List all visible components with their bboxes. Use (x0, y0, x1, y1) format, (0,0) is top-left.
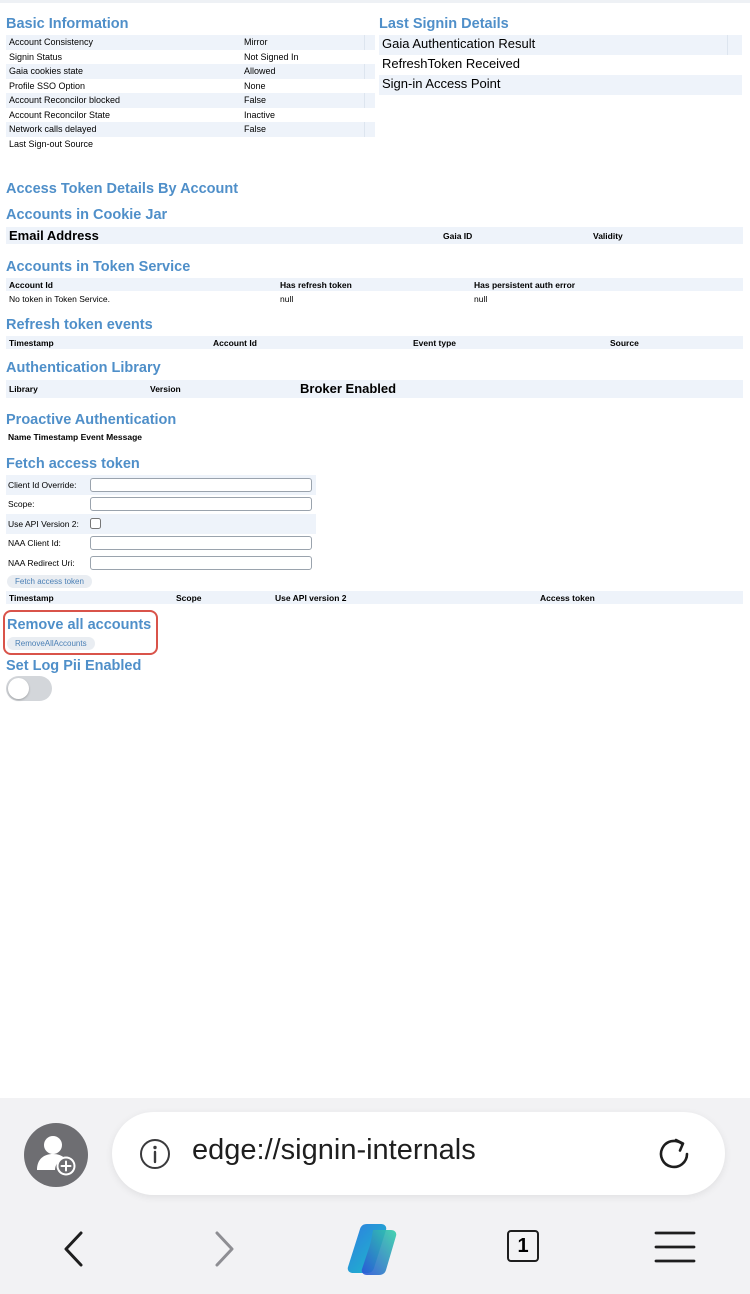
scope-input[interactable] (90, 497, 312, 511)
log-pii-title: Set Log Pii Enabled (6, 658, 142, 674)
form-row (6, 534, 316, 554)
access-token-details-title: Access Token Details By Account (6, 181, 239, 197)
header-timestamp: Timestamp (9, 593, 54, 603)
refresh-events-title: Refresh token events (6, 317, 153, 333)
client-id-label: Client Id Override: (8, 479, 77, 490)
header-validity: Validity (593, 231, 623, 241)
row-label: Signin Status (9, 51, 63, 62)
token-service-header (6, 278, 743, 291)
table-row (379, 55, 742, 75)
cookie-jar-title: Accounts in Cookie Jar (6, 207, 168, 223)
form-row (6, 475, 316, 495)
header-access-token: Access token (540, 593, 595, 603)
copilot-icon[interactable] (343, 1218, 407, 1280)
row-value: Allowed (244, 66, 276, 76)
row-value: Mirror (244, 37, 268, 47)
row-label: RefreshToken Received (382, 56, 521, 71)
basic-info-title: Basic Information (6, 16, 129, 32)
table-row (6, 64, 375, 79)
row-label: Network calls delayed (9, 124, 97, 134)
table-row (379, 75, 742, 95)
header-account-id: Account Id (9, 280, 53, 290)
fetch-token-title: Fetch access token (6, 456, 140, 472)
tab-count: 1 (517, 1235, 529, 1257)
form-row (6, 514, 316, 534)
header-gaia-id: Gaia ID (443, 231, 473, 241)
reload-icon[interactable] (654, 1134, 694, 1174)
scope-label: Scope: (8, 499, 35, 510)
row-label: Account Reconcilor State (9, 109, 111, 120)
table-row (6, 79, 375, 94)
refresh-events-header (6, 336, 743, 349)
forward-icon[interactable] (210, 1228, 240, 1270)
header-library: Library (9, 384, 38, 394)
header-event-type: Event type (413, 338, 456, 348)
row-label: Account Consistency (9, 37, 94, 47)
top-divider (0, 0, 750, 3)
proactive-auth-title: Proactive Authentication (6, 412, 177, 428)
table-row (379, 35, 742, 55)
cell-refresh-token: null (280, 294, 294, 304)
api-v2-label: Use API Version 2: (8, 518, 79, 529)
row-value: Inactive (244, 109, 276, 120)
last-signin-title: Last Signin Details (379, 16, 509, 32)
profile-button[interactable] (24, 1123, 88, 1187)
add-profile-icon (24, 1123, 88, 1187)
row-value: Not Signed In (244, 51, 299, 62)
auth-library-header (6, 380, 743, 398)
row-value: None (244, 80, 266, 91)
row-value (244, 137, 364, 152)
header-email: Email Address (9, 228, 99, 243)
fetch-access-token-button[interactable]: Fetch access token (7, 575, 92, 588)
url-text: edge://signin-internals (192, 1134, 476, 1166)
header-refresh-token: Has refresh token (280, 280, 352, 290)
row-label: Sign-in Access Point (382, 76, 501, 91)
header-account-id: Account Id (213, 338, 257, 348)
toggle-knob (8, 678, 29, 699)
table-row (6, 293, 743, 306)
proactive-auth-columns: Name Timestamp Event Message (8, 432, 143, 442)
naa-redirect-uri-input[interactable] (90, 556, 312, 570)
row-label: Last Sign-out Source (9, 138, 94, 149)
api-v2-checkbox[interactable] (90, 518, 101, 529)
naa-client-id-label: NAA Client Id: (8, 538, 61, 549)
remove-all-accounts-button[interactable]: RemoveAllAccounts (7, 637, 95, 650)
back-icon[interactable] (58, 1228, 88, 1270)
row-value: False (244, 95, 267, 105)
row-label: Gaia cookies state (9, 66, 84, 76)
address-bar[interactable] (112, 1112, 725, 1195)
tab-switcher-button[interactable] (507, 1230, 539, 1262)
header-auth-error: Has persistent auth error (474, 280, 576, 290)
highlight-box (3, 610, 158, 655)
header-timestamp: Timestamp (9, 338, 54, 348)
fetch-token-form (6, 475, 316, 573)
fetch-token-results-header (6, 591, 743, 604)
menu-icon[interactable] (654, 1230, 696, 1264)
header-version: Version (150, 384, 181, 394)
bottom-nav (0, 1208, 750, 1294)
row-label: Account Reconcilor blocked (9, 95, 121, 105)
table-row (6, 108, 375, 123)
table-row (6, 122, 375, 137)
info-icon[interactable] (139, 1138, 171, 1170)
table-row (6, 137, 375, 152)
client-id-input[interactable] (90, 478, 312, 492)
form-row (6, 553, 316, 573)
cell-account-id: No token in Token Service. (9, 294, 110, 304)
header-source: Source (610, 338, 639, 348)
naa-redirect-uri-label: NAA Redirect Uri: (8, 557, 75, 568)
auth-library-title: Authentication Library (6, 360, 161, 376)
log-pii-toggle[interactable] (6, 676, 52, 701)
form-row (6, 495, 316, 515)
table-row (6, 35, 375, 50)
token-service-title: Accounts in Token Service (6, 259, 191, 275)
basic-info-table (6, 35, 375, 151)
last-signin-table (379, 35, 742, 95)
cookie-jar-header (6, 227, 743, 244)
row-label: Profile SSO Option (9, 80, 86, 91)
row-label: Gaia Authentication Result (382, 36, 536, 51)
row-value: False (244, 124, 267, 134)
browser-toolbar (0, 1098, 750, 1294)
proactive-auth-header (6, 432, 743, 444)
cell-auth-error: null (474, 294, 488, 304)
header-broker-enabled: Broker Enabled (300, 381, 397, 396)
naa-client-id-input[interactable] (90, 536, 312, 550)
table-row (6, 93, 375, 108)
header-api-v2: Use API version 2 (275, 593, 347, 603)
table-row (6, 50, 375, 65)
remove-accounts-title: Remove all accounts (7, 617, 152, 633)
header-scope: Scope (176, 593, 202, 603)
